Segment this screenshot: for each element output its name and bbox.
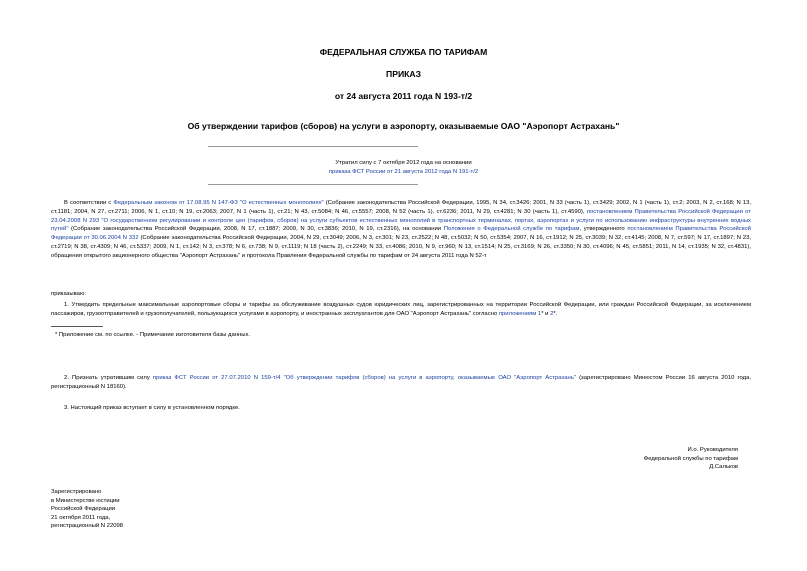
divider-top bbox=[208, 146, 418, 147]
footnote: * Приложение см. по ссылке. - Примечание изготовителя базы данных. bbox=[55, 332, 251, 338]
doc-type-heading: ПРИКАЗ bbox=[386, 69, 421, 79]
regulation-fst-link[interactable]: Положения о Федеральной службе по тарифам bbox=[443, 226, 580, 233]
item-1-end: *. bbox=[553, 310, 558, 317]
item-2-paragraph bbox=[51, 374, 751, 392]
signature-block bbox=[540, 446, 738, 472]
validity-link[interactable]: приказа ФСТ России от 21 августа 2012 года N 191-т/2 bbox=[328, 168, 479, 175]
signature-position: И.о. Руководителя bbox=[687, 447, 738, 453]
appendix-2-link[interactable]: 2 bbox=[550, 310, 554, 317]
item-1-text: 1. Утвердить предельные максимальные аэропортовые сборы и тарифы за обслуживание воздушных судов юридических лиц, зарегистрированных на территории Российской Федерации, или граждан Российской Федерации, за исключением пассажиров, грузоотправителей и грузополучателей, пользующихся услугами в аэропорту, и иностранных эксплуатантов для ОАО "Аэропорт Астрахань" согласно bbox=[51, 302, 751, 317]
appendix-1-link[interactable]: приложениям 1 bbox=[498, 310, 542, 317]
preamble-text-2: (Собрание законодательства Российской Федерации, 1995, N 34, ст.3426; 2001, N 33 (часть 1), ст.3429; 2002, N 1 (часть 1), ст.2; 2003, N 2, ст.168; N 13, ст.1181; 2004, N 27, ст.2711; 2006, N 1, ст.10; N 19, ст.2063; 2007, N 1 (часть 1), ст.21; N 43, ст.5084; N 46, ст.5557; 2008, N 52 (часть 1), ст.6236; 2011, N 29, ст.4281; N 30 (часть 1), ст.4590), bbox=[51, 200, 751, 215]
item-1-mid: * и bbox=[541, 310, 551, 317]
item-3-paragraph: 3. Настоящий приказ вступает в силу в установленном порядке. bbox=[64, 405, 240, 411]
government-decree-293-link[interactable]: постановлением Правительства Российской Федерации от 23.04.2008 N 293 "О государственном регулировании и контроле цен (тарифов, сборов) на услуги субъектов естественных монополий в транспортных терминалах, портах, аэропортах и услуги по использованию инфраструктуры внутренних водных путей" bbox=[51, 208, 752, 233]
registration-line-1: Зарегистрировано bbox=[51, 489, 102, 495]
footnote-divider bbox=[51, 326, 103, 327]
preamble-text-3: (Собрание законодательства Российской Федерации, 2008, N 17, ст.1887; 2009, N 30, ст.3836; 2010, N 19, ст.2316), на основании bbox=[68, 226, 444, 233]
preamble-text-4: , утвержденного bbox=[579, 226, 628, 233]
order-word: приказываю: bbox=[51, 291, 87, 297]
registration-line-4: 21 октября 2011 года, bbox=[51, 514, 111, 521]
item-2-text: 2. Признать утратившим силу bbox=[64, 375, 153, 381]
registration-line-5: регистрационный N 22098 bbox=[51, 523, 124, 530]
item-1-paragraph bbox=[51, 301, 751, 319]
registration-line-2: в Министерстве юстиции bbox=[51, 497, 120, 504]
agency-heading: ФЕДЕРАЛЬНАЯ СЛУЖБА ПО ТАРИФАМ bbox=[319, 47, 488, 57]
document-title: Об утверждении тарифов (сборов) на услуги в аэропорту, оказываемые ОАО "Аэропорт Астрахань" bbox=[187, 121, 620, 131]
preamble-text-1: В соответствии с bbox=[64, 200, 114, 206]
validity-note bbox=[0, 159, 807, 176]
registration-block bbox=[51, 488, 251, 531]
signature-name: Д.Сальков bbox=[709, 464, 738, 471]
date-number-heading: от 24 августа 2011 года N 193-т/2 bbox=[334, 91, 473, 101]
preamble-paragraph bbox=[51, 199, 751, 261]
federal-law-link[interactable]: Федеральным законом от 17.08.95 N 147-ФЗ "О естественных монополиях" bbox=[113, 200, 324, 206]
registration-line-3: Российской Федерации bbox=[51, 506, 116, 513]
divider-bottom bbox=[208, 184, 418, 185]
item-2-end: (зарегистрировано Минюстом России 16 августа 2010 года, регистрационный N 18160). bbox=[51, 375, 751, 390]
signature-agency: Федеральной службы по тарифам bbox=[643, 455, 738, 462]
validity-text: Утратил силу с 7 октября 2012 года на основании bbox=[335, 160, 472, 166]
repealed-order-link[interactable]: приказ ФСТ России от 27.07.2010 N 159-т/4 "Об утверждении тарифов (сборов) на услуги в аэропорту, оказываемые ОАО "Аэропорт Астрахань" bbox=[152, 375, 576, 381]
preamble-text-5: (Собрание законодательства Российской Федерации, 2004, N 29, ст.3049; 2006, N 3, ст.301; N 23, ст.2522; N 48, ст.5032; N 50, ст.5354; 2007, N 16, ст.1912; N 25, ст.3039; N 32, ст.4145; 2008, N 7, ст.597; N 17, ст.1897; N 23, ст.2719; N 38, ст.4309; N 46, ст.5337; 2009, N 1, ст.142; N 3, ст.378; N 6, ст.738; N 9, ст.1119; N 18 (часть 2), ст.2249; N 33, ст.4086; 2010, N 9, ст.960; N 13, ст.1514; N 25, ст.3169; N 26, ст.3350; N 30, ст.4096; N 45, ст.5851; 2011, N 14, ст.1935; N 32, ст.4831), обращения открытого акционерного общества "Аэропорт Астрахань" и протокола Правления Федеральной службы по тарифам от 24 августа 2011 года N 52-т bbox=[51, 235, 751, 259]
government-decree-332-link[interactable]: постановлением Правительства Российской Федерации от 30.06.2004 N 332 bbox=[51, 226, 751, 242]
